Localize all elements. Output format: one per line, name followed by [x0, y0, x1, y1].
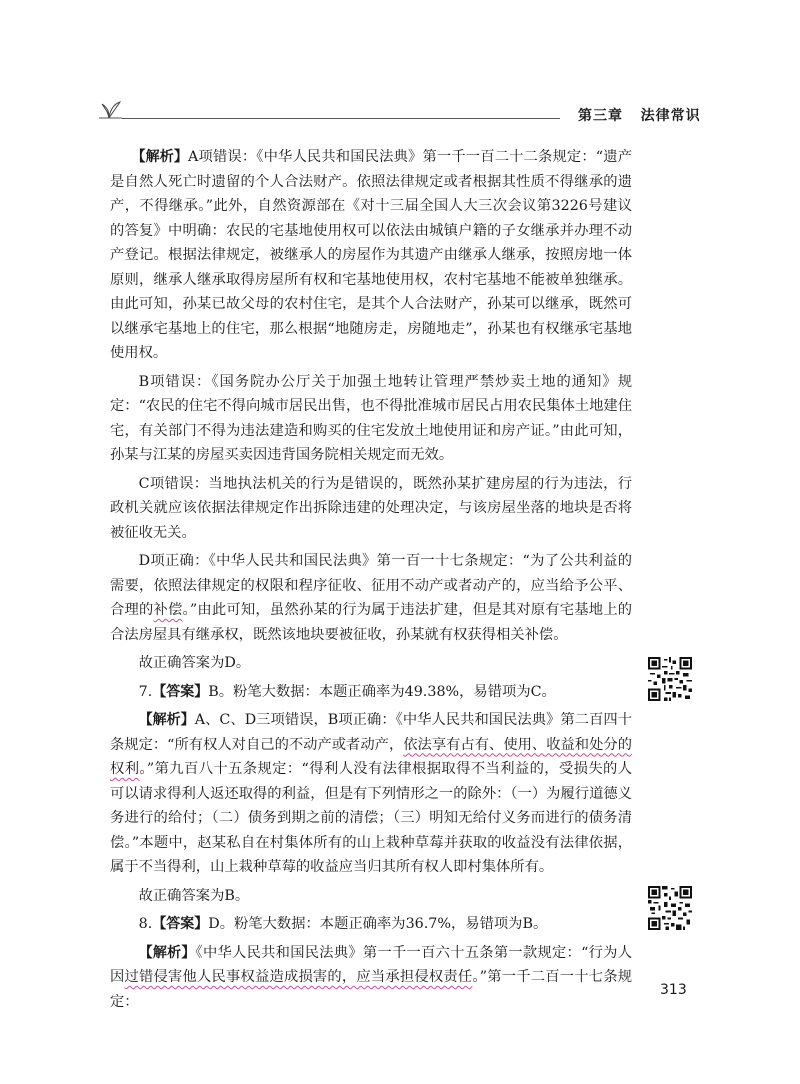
qr-code-q7[interactable]	[648, 657, 692, 701]
leaf-icon	[96, 98, 122, 120]
highlight-text: 过错侵害他人民事权益造成损害的，应当承担侵权责任	[124, 969, 473, 985]
page-content	[110, 145, 632, 1018]
paragraph-analysis-a: 【解析】A项错误：《中华人民共和国民法典》第一千一百二十二条规定：“遗产是自然人死亡时遗留的个人合法财产。依照法律规定或者根据其性质不得继承的遗产，不得继承。”此外，自然资源部在《对十三届全国人大三次会议第3226号建议的答复》中明确：农民的宅基地使用权可以依法由城镇户籍的子女继承并办理不动产登记。根据法律规定，被继承人的房屋作为其遗产由继承人继承，按照房地一体原则，继承人继承取得房屋所有权和宅基地使用权，农村宅基地不能被单独继承。由此可知，孙某已故父母的农村住宅，是其个人合法财产，孙某可以继承，既然可以继承宅基地上的住宅，那么根据“地随房走，房随地走”，孙某也有权继承宅基地使用权。	[110, 149, 632, 361]
qr-code-q8[interactable]	[648, 886, 692, 930]
header-rule	[122, 118, 560, 119]
answer-tag: 【答案】	[152, 683, 209, 700]
paragraph-q8-analysis: 【解析】《中华人民共和国民法典》第一千一百六十五条第一款规定：“行为人因过错侵害他人民事权益造成损害的，应当承担侵权责任。”第一千二百一十七条规定：	[110, 944, 633, 1010]
paragraph-option-c: C项错误：当地执法机关的行为是错误的，既然孙某扩建房屋的行为违法，行政机关就应该依据法律规定作出拆除违建的处理决定，与该房屋坐落的地块是否将被征收无关。	[110, 475, 632, 541]
paragraph-answer-7: 故正确答案为B。	[138, 887, 250, 904]
paragraph-q7-answer: 7.【答案】B。粉笔大数据：本题正确率为49.38%，易错项为C。	[138, 683, 556, 700]
analysis-tag: 【解析】	[138, 712, 195, 728]
page-number: 313	[660, 982, 687, 998]
chapter-title: 第三章 法律常识	[578, 108, 701, 124]
highlight-text: 补偿	[153, 602, 183, 618]
analysis-tag: 【解析】	[131, 149, 189, 165]
paragraph-q8-answer: 8.【答案】D。粉笔大数据：本题正确率为36.7%，易错项为B。	[138, 916, 548, 932]
answer-tag: 【答案】	[152, 916, 209, 932]
paragraph-q7-analysis: 【解析】A、C、D三项错误，B项正确：《中华人民共和国民法典》第二百四十条规定：“所有权人对自己的不动产或者动产，依法享有占有、使用、收益和处分的权利。”第九百八十五条规定：“得利人没有法律根据取得不当利益的，受损失的人可以请求得利人返还取得的利益，但是有下列情形之一的除外：（一）为履行道德义务进行的给付；（二）债务到期之前的清偿；（三）明知无给付义务而进行的债务清偿。”本题中，赵某私自在村集体所有的山上栽种草莓并获取的收益没有法律依据，属于不当得利，山上栽种草莓的收益应当归其所有权人即村集体所有。	[110, 712, 633, 875]
highlight-text: 依法享有占有、使用、收益和处分的权利	[110, 736, 632, 777]
analysis-tag: 【解析】	[138, 944, 196, 961]
paragraph-option-d: D项正确：《中华人民共和国民法典》第一百一十七条规定：“为了公共利益的需要，依照法律规定的权限和程序征收、征用不动产或者动产的，应当给予公平、合理的补偿。”由此可知，虽然孙某的行为属于违法扩建，但是其对原有宅基地上的合法房屋具有继承权，既然该地块要被征收，孙某就有权获得相关补偿。	[110, 553, 633, 643]
paragraph-option-b: B项错误：《国务院办公厅关于加强土地转让管理严禁炒卖土地的通知》规定：“农民的住宅不得向城市居民出售，也不得批准城市居民占用农民集体土地建住宅，有关部门不得为违法建造和购买的住宅发放土地使用证和房产证。”由此可知，孙某与江某的房屋买卖因违背国务院相关规定而无效。	[110, 373, 632, 463]
page-header	[0, 98, 800, 128]
paragraph-answer-6: 故正确答案为D。	[138, 655, 251, 671]
